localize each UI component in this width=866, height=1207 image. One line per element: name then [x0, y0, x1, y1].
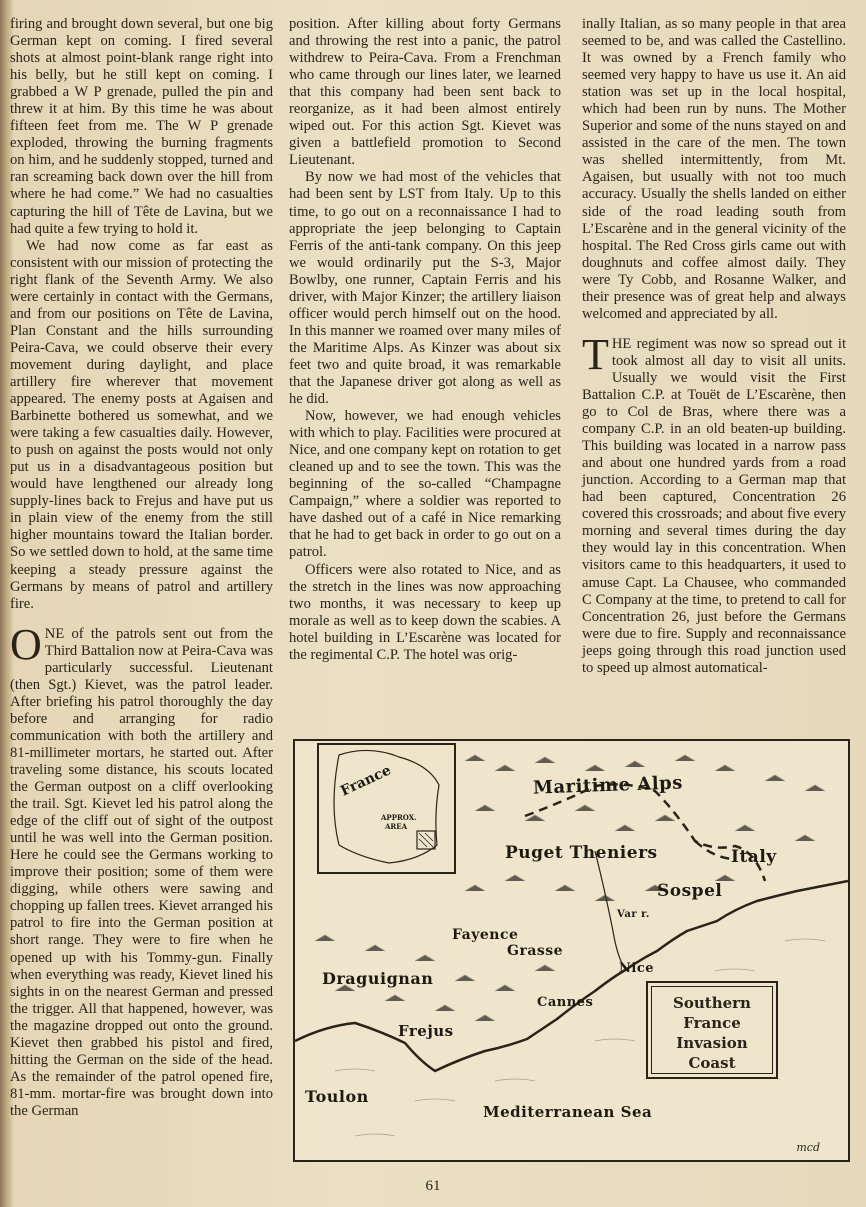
drop-cap: O [10, 619, 42, 669]
map-title-line: Invasion [676, 1034, 748, 1052]
label-toulon: Toulon [305, 1087, 369, 1106]
text-column-2 [289, 16, 561, 664]
label-italy: Italy [731, 847, 777, 867]
paragraph-dropcap [10, 619, 273, 1120]
label-frejus: Frejus [398, 1022, 454, 1040]
label-draguignan: Draguignan [322, 969, 434, 988]
paragraph: inally Italian, as so many people in that area seemed to be, and was called the Castellino. It was owned by a French family who seemed very happy to have us use it. An aid station was set up in the local hospital, which had been run by nuns. The Mother Superior and some of the nuns stayed on and assisted in the care of the men. The town was shelled intermittently, from Mt. Agaisen, but usually with not too much accuracy. Usually the shells landed on either side of the road leading south from L’Escarène and in the general vicinity of the hospital. The Red Cross girls came out with doughnuts and coffee almost daily. They were Ty Cobb, and Rosanne Walker, and their presence was of great help and always welcomed and appreciated by all. [582, 16, 846, 322]
label-puget-theniers: Puget Theniers [505, 843, 658, 863]
france-inset-map [317, 743, 456, 874]
label-cannes: Cannes [537, 995, 594, 1010]
paragraph-text: NE of the patrols sent out from the Third Battalion now at Peira-Cava was particularly successful. Lieutenant (then Sgt.) Kievet, was the patrol leader. After briefing his patrol thoroughly the day before and arranging for radio communication with both the artillery and 81-millimeter mortars, he started out. After traveling some distance, his scouts located the German outpost on a cliff overlooking the trail. Sgt. Kievet led his patrol along the edge of the cliff out of sight of the outpost until he was well into the German position. Here he could see the Germans working to improve their position; some of them were digging, while others were sawing and chopping up fallen trees. Kievet arranged his patrol to fire into the German position at short range. They were to fire when he opened up with his Tommy-gun. Finally when everything was ready, Kievet lined his sights in on the nearest German and pressed the trigger. All that happened, however, was the magazine dropped out onto the ground. Kievet then grabbed his pistol and fired, hitting the German on the side of the head. As the remainder of the patrol opened fire, 81-mm. mortar-fire was brought down into the German [10, 625, 273, 1119]
text-column-1 [10, 16, 273, 1120]
page-number: 61 [425, 1178, 441, 1194]
label-grasse: Grasse [507, 943, 564, 959]
paragraph: Now, however, we had enough vehicles with which to play. Facilities were procured at Nice, and one company kept on rotation to get cleaned up and to see the town. This was the beginning of the so-called “Champagne Campaign,” where a soldier was reported to have dashed out of a café in Nice remarking that he had to get back in order to go out on a patrol. [289, 408, 561, 561]
text-column-3 [582, 16, 846, 677]
inset-label-france: France [338, 762, 394, 800]
label-fayence: Fayence [452, 927, 519, 943]
map-title-line: France [683, 1014, 741, 1032]
paragraph-dropcap [582, 329, 846, 677]
southern-france-map [293, 739, 850, 1162]
frontier-line [525, 784, 765, 881]
label-sospel: Sospel [657, 881, 723, 901]
paragraph: firing and brought down several, but one big German kept on coming. I fired several shots at almost point-blank range right into his belly, but he still kept on coming. I grabbed a W P grenade, pulled the pin and threw it at him. By this time he was about fifteen feet from me. The W P grenade exploded, throwing the burning fragments on him, and he suddenly stopped, turned and ran screaming back down over the hill from where he had come.” We had no casualties capturing the hill of Tête de Lavina, but we had quite a few trying to hold it. [10, 16, 273, 237]
paragraph: By now we had most of the vehicles that had been sent by LST from Italy. Up to this time, to go out on a reconnaissance I had to appropriate the jeep belonging to Captain Ferris of the anti-tank company. On this jeep we would ordinarily put the S-3, Major Bowlby, one runner, Captain Ferris and his driver, with Major Kinzer; the artillery liaison officer would perch himself out on the hood. In this manner we roamed over many miles of the Maritime Alps. As Kinzer was about six feet two and quite broad, it was remarkable that the Japanese driver got along as well as he did. [289, 169, 561, 408]
paragraph: Officers were also rotated to Nice, and as the stretch in the lines was now approaching two months, it was necessary to keep up morale as well as to keep down the scabies. A hotel building in L’Escarène was located for the regimental C.P. The hotel was orig- [289, 561, 561, 663]
drop-cap: T [582, 329, 609, 379]
paragraph: We had now come as far east as consistent with our mission of protecting the right flank of the Seventh Army. We also were certainly in contact with the Germans, and from our positions on Tête de Lavina, Plan Constant and the hills surrounding Peira-Cava, we could observe their every movement during daylight, and place artillery fire wherever that movement appeared. The enemy posts at Agaisen and Barbinette bothered us somewhat, and we were taking a few casualties daily. However, to push on against the posts would not only put us in a disadvantageous position but would have lengthened our already long supply-lines back to Frejus and have put us in plain view of the enemy from the still higher mountains toward the Italian border. So we settled down to hold, at the same time keeping a steady pressure against the Germans by means of patrol and artillery fire. [10, 237, 273, 612]
map-title-line: Southern [673, 994, 751, 1012]
label-var-river: Var r. [617, 909, 650, 920]
label-nice: Nice [619, 961, 655, 976]
inset-label-approx: APPROX. [381, 813, 417, 822]
map-title-line: Coast [688, 1054, 736, 1072]
inset-label-area: AREA [385, 822, 408, 831]
paragraph-text: HE regiment was now so spread out it took almost all day to visit all units. Usually we would visit the First Battalion C.P. at Touët de L’Escarène, then go to Col de Bras, where there was a company C.P. in an old beaten-up building. This building was located in a narrow pass and about one hundred yards from a road junction. According to a German map that had been captured, Concentration 26 covered this crossroads; and about five every morning and several times during the day they would lay in this concentration. When visitors came to this headquarters, it used to amuse Capt. La Chausee, who commanded C Company at the time, to pretend to call for Concentration 26, just before the Germans were due to fire. Supply and reconnaissance jeeps going through this road junction used to speed up almost automatical- [582, 335, 846, 676]
paragraph: position. After killing about forty Germans and throwing the rest into a panic, the patrol withdrew to Peira-Cava. From a Frenchman who came through our lines later, we learned that this company had been sent back to reorganize, as it had been almost entirely wiped out. For this action Sgt. Kievet was given a battlefield promotion to Second Lieutenant. [289, 16, 561, 169]
label-mediterranean-sea: Mediterranean Sea [483, 1103, 653, 1121]
artist-signature: mcd [796, 1141, 820, 1154]
map-title-box [646, 981, 778, 1079]
label-maritime-alps: Maritime Alps [532, 772, 684, 799]
